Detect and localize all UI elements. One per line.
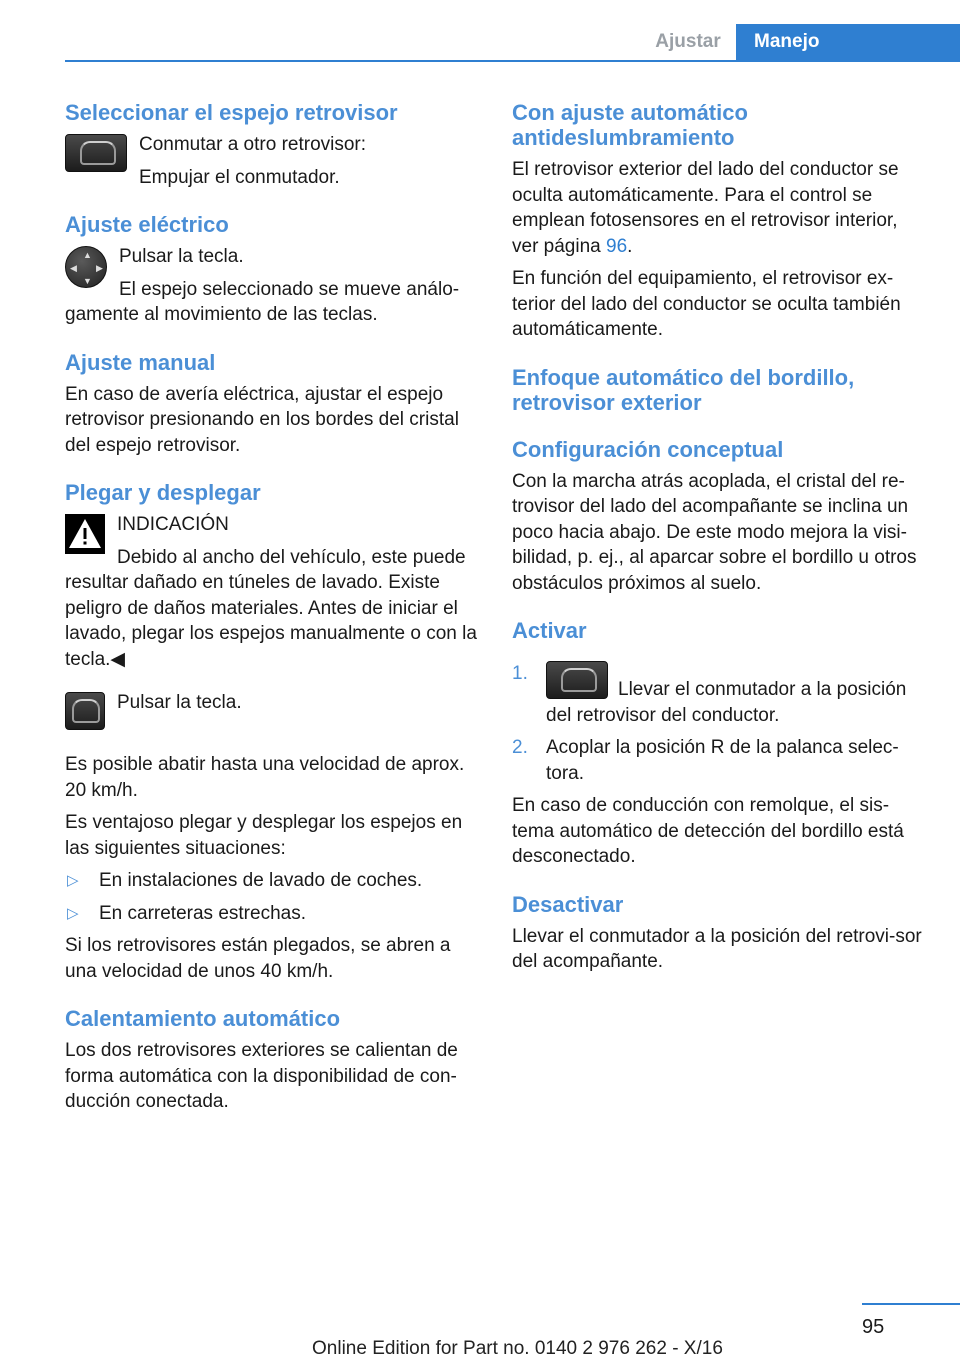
tab-manejo[interactable]: Manejo — [736, 24, 960, 60]
right-column — [512, 100, 928, 975]
mirror-select-block — [65, 132, 479, 190]
section-title-activar: Activar — [512, 618, 587, 643]
activate-steps — [512, 661, 928, 786]
warning-title: INDICACIÓN — [117, 514, 229, 535]
triangle-bullet-icon: ▷ — [67, 904, 79, 922]
text: Pulsar la tecla. — [117, 692, 242, 713]
fold-button-block — [65, 690, 479, 734]
text: En caso de conducción con remolque, el sis‐tema automático de detección del bordillo está desconectado. — [512, 795, 904, 867]
electric-adjust-block — [65, 244, 479, 328]
left-column — [65, 100, 479, 1115]
mirror-switch-icon — [546, 661, 608, 699]
section-title-seleccionar: Seleccionar el espejo retrovisor — [65, 100, 398, 125]
section-title-ajuste-electrico: Ajuste eléctrico — [65, 212, 229, 237]
mirror-switch-icon — [65, 134, 127, 172]
direction-pad-icon: ▲ ▼ ◀ ▶ — [65, 246, 107, 288]
text: Pulsar la tecla. — [119, 246, 244, 267]
page-link[interactable]: 96 — [606, 235, 628, 257]
warning-icon — [65, 514, 105, 554]
edition-footer: Online Edition for Part no. 0140 2 976 262 - X/16 — [312, 1338, 723, 1359]
fold-button-icon — [65, 692, 105, 730]
text: Es ventajoso plegar y desplegar los espejos en las siguientes situaciones: — [65, 812, 463, 859]
text: Con la marcha atrás acoplada, el cristal del re‐trovisor del lado del acompañante se inclina un poco hacia abajo. De este modo mejora la visi‐bilidad, p. ej., al aparcar sobre el bordillo u otros obstáculos próximos al suelo. — [512, 470, 917, 594]
section-title-plegar: Plegar y desplegar — [65, 480, 261, 505]
text: Si los retrovisores están plegados, se abren a una velocidad de unos 40 km/h. — [65, 935, 451, 982]
section-title-ajuste-manual: Ajuste manual — [65, 349, 216, 375]
header-divider — [65, 60, 960, 62]
list-item: 1. Llevar el conmutador a la posición del retrovisor del conductor. — [512, 663, 907, 726]
page-header — [0, 0, 960, 62]
text: Es posible abatir hasta una velocidad de aprox. 20 km/h. — [65, 754, 465, 801]
footer-divider — [862, 1303, 960, 1305]
section-title-configuracion: Configuración conceptual — [512, 436, 784, 462]
warning-block — [65, 512, 479, 672]
section-title-antideslumbramiento: Con ajuste automático antideslumbramiento — [512, 100, 748, 150]
page-number: 95 — [862, 1316, 885, 1338]
list-item: ▷ En instalaciones de lavado de coches. — [65, 868, 479, 894]
situation-list — [65, 868, 479, 926]
text: Los dos retrovisores exteriores se calientan de forma automática con la disponibilidad de con‐ducción conectada. — [65, 1040, 458, 1112]
text: El retrovisor exterior del lado del conductor se oculta automáticamente. Para el control se emplean fotosensores en el retrovisor interior, ver página 96. — [512, 159, 899, 257]
list-item: ▷ En carreteras estrechas. — [65, 901, 479, 927]
text: Llevar el conmutador a la posición del retrovi‐sor del acompañante. — [512, 925, 922, 972]
text: En función del equipamiento, el retrovisor ex‐terior del lado del conductor se oculta también automáticamente. — [512, 268, 901, 340]
text: Conmutar a otro retrovisor: — [139, 134, 367, 155]
triangle-bullet-icon: ▷ — [67, 872, 79, 889]
list-item: 2. Acoplar la posición R de la palanca selec‐tora. — [512, 737, 899, 784]
section-title-calentamiento: Calentamiento automático — [65, 1006, 341, 1031]
text: En caso de avería eléctrica, ajustar el espejo retrovisor presionando en los bordes del cristal del espejo retrovisor. — [65, 383, 459, 456]
text: El espejo seleccionado se mueve análo‐gamente al movimiento de las teclas. — [65, 278, 460, 325]
section-title-enfoque-bordillo: Enfoque automático del bordillo, retrovisor exterior — [512, 364, 855, 415]
text: Empujar el conmutador. — [139, 166, 340, 188]
warning-text: Debido al ancho del vehículo, este puede resultar dañado en túneles de lavado. Existe peligro de daños materiales. Antes de iniciar el lavado, plegar los espejos manualmente o con la tecla.◀ — [65, 546, 477, 670]
tab-ajustar[interactable]: Ajustar — [655, 31, 721, 52]
section-title-desactivar: Desactivar — [512, 891, 624, 917]
